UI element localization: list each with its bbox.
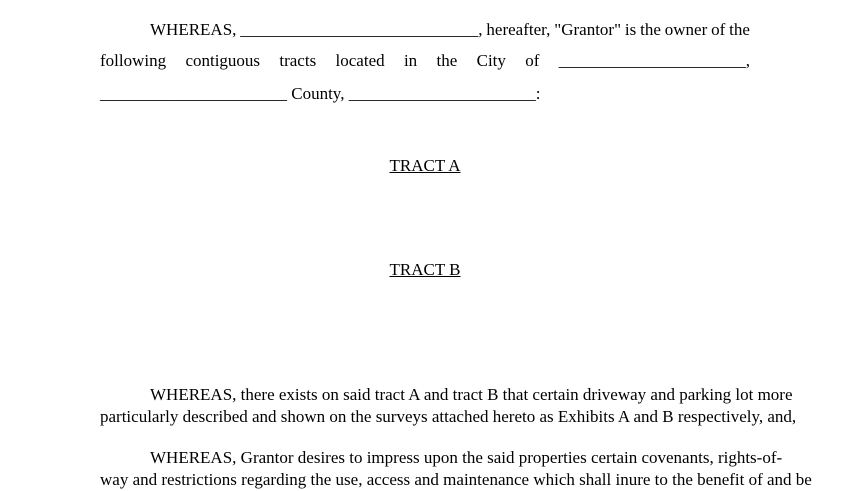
word: the (436, 51, 458, 70)
word: following (100, 51, 167, 70)
paragraph-text: way and restrictions regarding the use, access and maintenance which shall inure to the benefit of and be (100, 470, 812, 489)
word: is (624, 20, 637, 39)
state-name-blank: ______________________: (348, 84, 541, 103)
word: of (525, 51, 540, 70)
word: the (640, 20, 661, 39)
para1-line2 (100, 50, 750, 72)
word: WHEREAS, (150, 20, 237, 39)
city-name-blank: ______________________, (558, 51, 750, 70)
word: the (729, 20, 750, 39)
tract-b-heading-row (100, 259, 750, 281)
word: located (335, 51, 385, 70)
tract-a-heading: TRACT A (389, 156, 461, 175)
word: "Grantor" (554, 20, 622, 39)
word: in (403, 51, 418, 70)
tract-b-heading: TRACT B (389, 260, 461, 279)
para1-line3 (100, 83, 750, 105)
word: hereafter, (486, 20, 551, 39)
word: of (711, 20, 726, 39)
tract-a-heading-row (100, 155, 750, 177)
paragraph-text: WHEREAS, Grantor desires to impress upon the said properties certain covenants, rights-of- (150, 448, 783, 467)
para2-line2 (100, 406, 797, 428)
para2-line1 (150, 384, 793, 406)
word: contiguous (185, 51, 261, 70)
para3-line2 (100, 469, 812, 491)
para1-line1 (150, 19, 750, 41)
grantor-name-blank: ____________________________, (240, 20, 483, 39)
paragraph-text: WHEREAS, there exists on said tract A and tract B that certain driveway and parking lot more (150, 385, 793, 404)
word: owner (664, 20, 708, 39)
word: City (476, 51, 506, 70)
paragraph-text: particularly described and shown on the surveys attached hereto as Exhibits A and B respectively, and, (100, 407, 797, 426)
para3-line1 (150, 447, 783, 469)
county-name-blank: ______________________ (100, 84, 287, 103)
word: County, (291, 84, 345, 103)
word: tracts (279, 51, 317, 70)
